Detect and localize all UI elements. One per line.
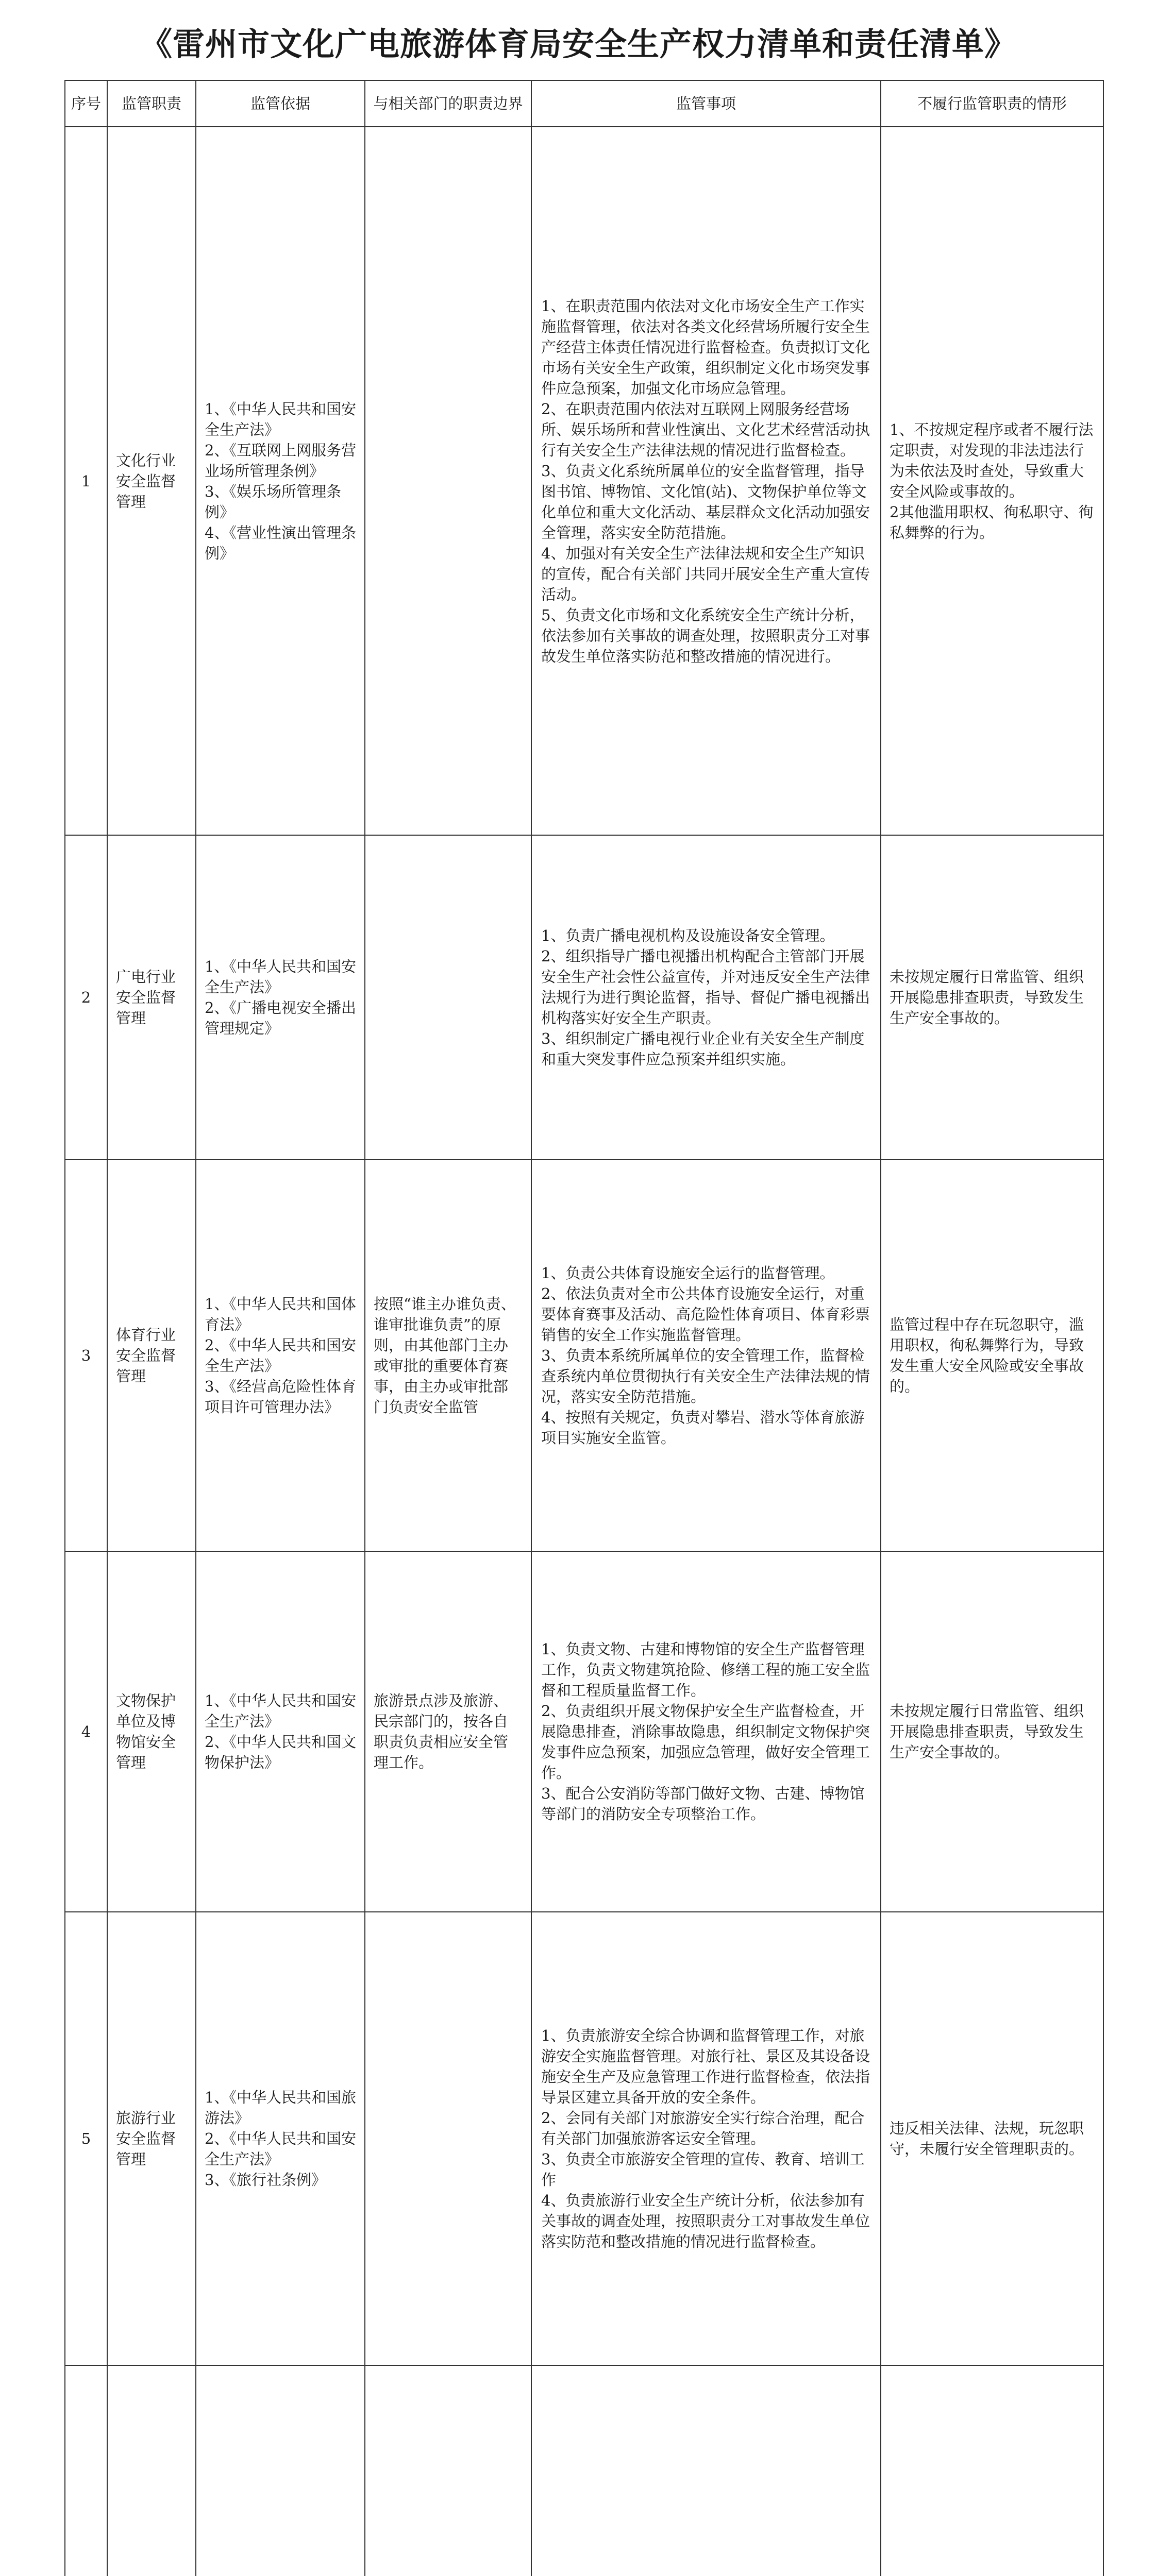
basis-cell: 1、《中华人民共和国安全生产法》 2、《中华人民共和国文物保护法》: [196, 1551, 365, 1912]
duty-cell: 体育行业安全监督管理: [107, 1160, 196, 1551]
items-cell: [531, 1912, 881, 2365]
items-cell: [531, 2365, 881, 2576]
basis-cell: 1、《中华人民共和国安全生产法》 2、《广播电视安全播出管理规定》: [196, 835, 365, 1160]
boundary-cell: [365, 2365, 531, 2576]
table-row: [65, 2365, 1103, 2576]
responsibility-table: [64, 80, 1104, 2576]
items-cell: [531, 1160, 881, 1551]
duty-cell: 旅游行业安全监督管理: [107, 1912, 196, 2365]
header-items: 监管事项: [531, 80, 881, 127]
item-paragraph: 3、负责本系统所属单位的安全管理工作，监督检查系统内单位贯彻执行有关安全生产法律法规的情况，落实安全防范措施。: [541, 1347, 870, 1405]
row-number: 2: [65, 835, 107, 1160]
table-row: [65, 1912, 1103, 2365]
table-row: [65, 1551, 1103, 1912]
duty-cell: 文化行业安全监督管理: [107, 127, 196, 835]
item-paragraph: 5、负责文化市场和文化系统安全生产统计分析，依法参加有关事故的调查处理，按照职责分工对事故发生单位落实防范和整改措施的情况进行。: [541, 606, 870, 665]
table-row: [65, 835, 1103, 1160]
row-number: 3: [65, 1160, 107, 1551]
header-fail: 不履行监管职责的情形: [881, 80, 1103, 127]
duty-cell: 广电行业安全监督管理: [107, 835, 196, 1160]
fail-cell: 违反相关法律、法规，玩忽职守，未履行安全管理职责的。: [881, 1912, 1103, 2365]
item-paragraph: 1、负责公共体育设施安全运行的监督管理。: [541, 1264, 835, 1282]
header-boundary: 与相关部门的职责边界: [365, 80, 531, 127]
row-number: 4: [65, 1551, 107, 1912]
item-paragraph: 3、组织制定广播电视行业企业有关安全生产制度和重大突发事件应急预案并组织实施。: [541, 1030, 865, 1068]
table-row: [65, 127, 1103, 835]
items-cell: [531, 1551, 881, 1912]
boundary-cell: 旅游景点涉及旅游、民宗部门的，按各自职责负责相应安全管理工作。: [365, 1551, 531, 1912]
item-paragraph: 2、组织指导广播电视播出机构配合主管部门开展安全生产社会性公益宣传，并对违反安全生产法律法规行为进行舆论监督，指导、督促广播电视播出机构落实好安全生产职责。: [541, 947, 870, 1027]
boundary-cell: [365, 1912, 531, 2365]
boundary-cell: [365, 835, 531, 1160]
fail-cell: 未按规定履行日常监管、组织开展隐患排查职责，导致发生生产安全事故的。: [881, 1551, 1103, 1912]
item-paragraph: 1、在职责范围内依法对文化市场安全生产工作实施监督管理，依法对各类文化经营场所履行安全生产经营主体责任情况进行监督检查。负责拟订文化市场有关安全生产政策，组织制定文化市场突发事件应急预案，加强文化市场应急管理。: [541, 297, 870, 397]
duty-cell: [107, 2365, 196, 2576]
row-number: 5: [65, 1912, 107, 2365]
item-paragraph: 2、负责组织开展文物保护安全生产监督检查，开展隐患排查，消除事故隐患，组织制定文物保护突发事件应急预案，加强应急管理，做好安全管理工作。: [541, 1702, 870, 1782]
item-paragraph: 3、负责文化系统所属单位的安全监督管理，指导图书馆、博物馆、文化馆(站)、文物保护单位等文化单位和重大文化活动、基层群众文化活动加强安全管理，落实安全防范措施。: [541, 462, 870, 541]
table-row: [65, 1160, 1103, 1551]
basis-cell: 1、《中华人民共和国旅游法》 2、《中华人民共和国安全生产法》 3、《旅行社条例》: [196, 1912, 365, 2365]
header-basis: 监管依据: [196, 80, 365, 127]
items-cell: [531, 835, 881, 1160]
page-title: 《雷州市文化广电旅游体育局安全生产权力清单和责任清单》: [140, 25, 1017, 63]
duty-cell: 文物保护单位及博物馆安全管理: [107, 1551, 196, 1912]
basis-cell: 1、《中华人民共和国体育法》 2、《中华人民共和国安全生产法》 3、《经营高危险性体育项目许可管理办法》: [196, 1160, 365, 1551]
item-paragraph: 1、负责文物、古建和博物馆的安全生产监督管理工作，负责文物建筑抢险、修缮工程的施工安全监督和工程质量监督工作。: [541, 1640, 870, 1699]
items-cell: [531, 127, 881, 835]
row-number: 1: [65, 127, 107, 835]
fail-cell: 监管过程中存在玩忽职守，滥用职权，徇私舞弊行为，导致发生重大安全风险或安全事故的。: [881, 1160, 1103, 1551]
item-paragraph: 1、负责旅游安全综合协调和监督管理工作，对旅游安全实施监督管理。对旅行社、景区及其设备设施安全生产及应急管理工作进行监督检查，依法指导景区建立具备开放的安全条件。: [541, 2027, 870, 2106]
fail-cell: 1、不按规定程序或者不履行法定职责，对发现的非法违法行为未依法及时查处，导致重大安全风险或事故的。 2其他滥用职权、徇私职守、徇私舞弊的行为。: [881, 127, 1103, 835]
item-paragraph: 2、会同有关部门对旅游安全实行综合治理，配合有关部门加强旅游客运安全管理。: [541, 2109, 865, 2147]
boundary-cell: [365, 127, 531, 835]
boundary-cell: 按照“谁主办谁负责、谁审批谁负责”的原则，由其他部门主办或审批的重要体育赛事，由主办或审批部门负责安全监管: [365, 1160, 531, 1551]
header-duty: 监管职责: [107, 80, 196, 127]
basis-cell: [196, 2365, 365, 2576]
fail-cell: [881, 2365, 1103, 2576]
table-header-row: [65, 80, 1103, 127]
item-paragraph: 3、配合公安消防等部门做好文物、古建、博物馆等部门的消防安全专项整治工作。: [541, 1785, 865, 1823]
item-paragraph: 1、负责广播电视机构及设施设备安全管理。: [541, 927, 835, 944]
item-paragraph: 4、按照有关规定，负责对攀岩、潜水等体育旅游项目实施安全监管。: [541, 1409, 865, 1447]
row-number: [65, 2365, 107, 2576]
fail-cell: 未按规定履行日常监管、组织开展隐患排查职责，导致发生生产安全事故的。: [881, 835, 1103, 1160]
item-paragraph: 4、加强对有关安全生产法律法规和安全生产知识的宣传，配合有关部门共同开展安全生产重大宣传活动。: [541, 544, 870, 603]
item-paragraph: 2、在职责范围内依法对互联网上网服务经营场所、娱乐场所和营业性演出、文化艺术经营活动执行有关安全生产法律法规的情况进行监督检查。: [541, 400, 870, 459]
basis-cell: 1、《中华人民共和国安全生产法》 2、《互联网上网服务营业场所管理条例》 3、《娱乐场所管理条例》 4、《营业性演出管理条例》: [196, 127, 365, 835]
item-paragraph: 2、依法负责对全市公共体育设施安全运行，对重要体育赛事及活动、高危险性体育项目、体育彩票销售的安全工作实施监督管理。: [541, 1285, 870, 1344]
item-paragraph: 4、负责旅游行业安全生产统计分析，依法参加有关事故的调查处理，按照职责分工对事故发生单位落实防范和整改措施的情况进行监督检查。: [541, 2192, 870, 2250]
header-no: 序号: [65, 80, 107, 127]
item-paragraph: 3、负责全市旅游安全管理的宣传、教育、培训工作: [541, 2150, 865, 2189]
